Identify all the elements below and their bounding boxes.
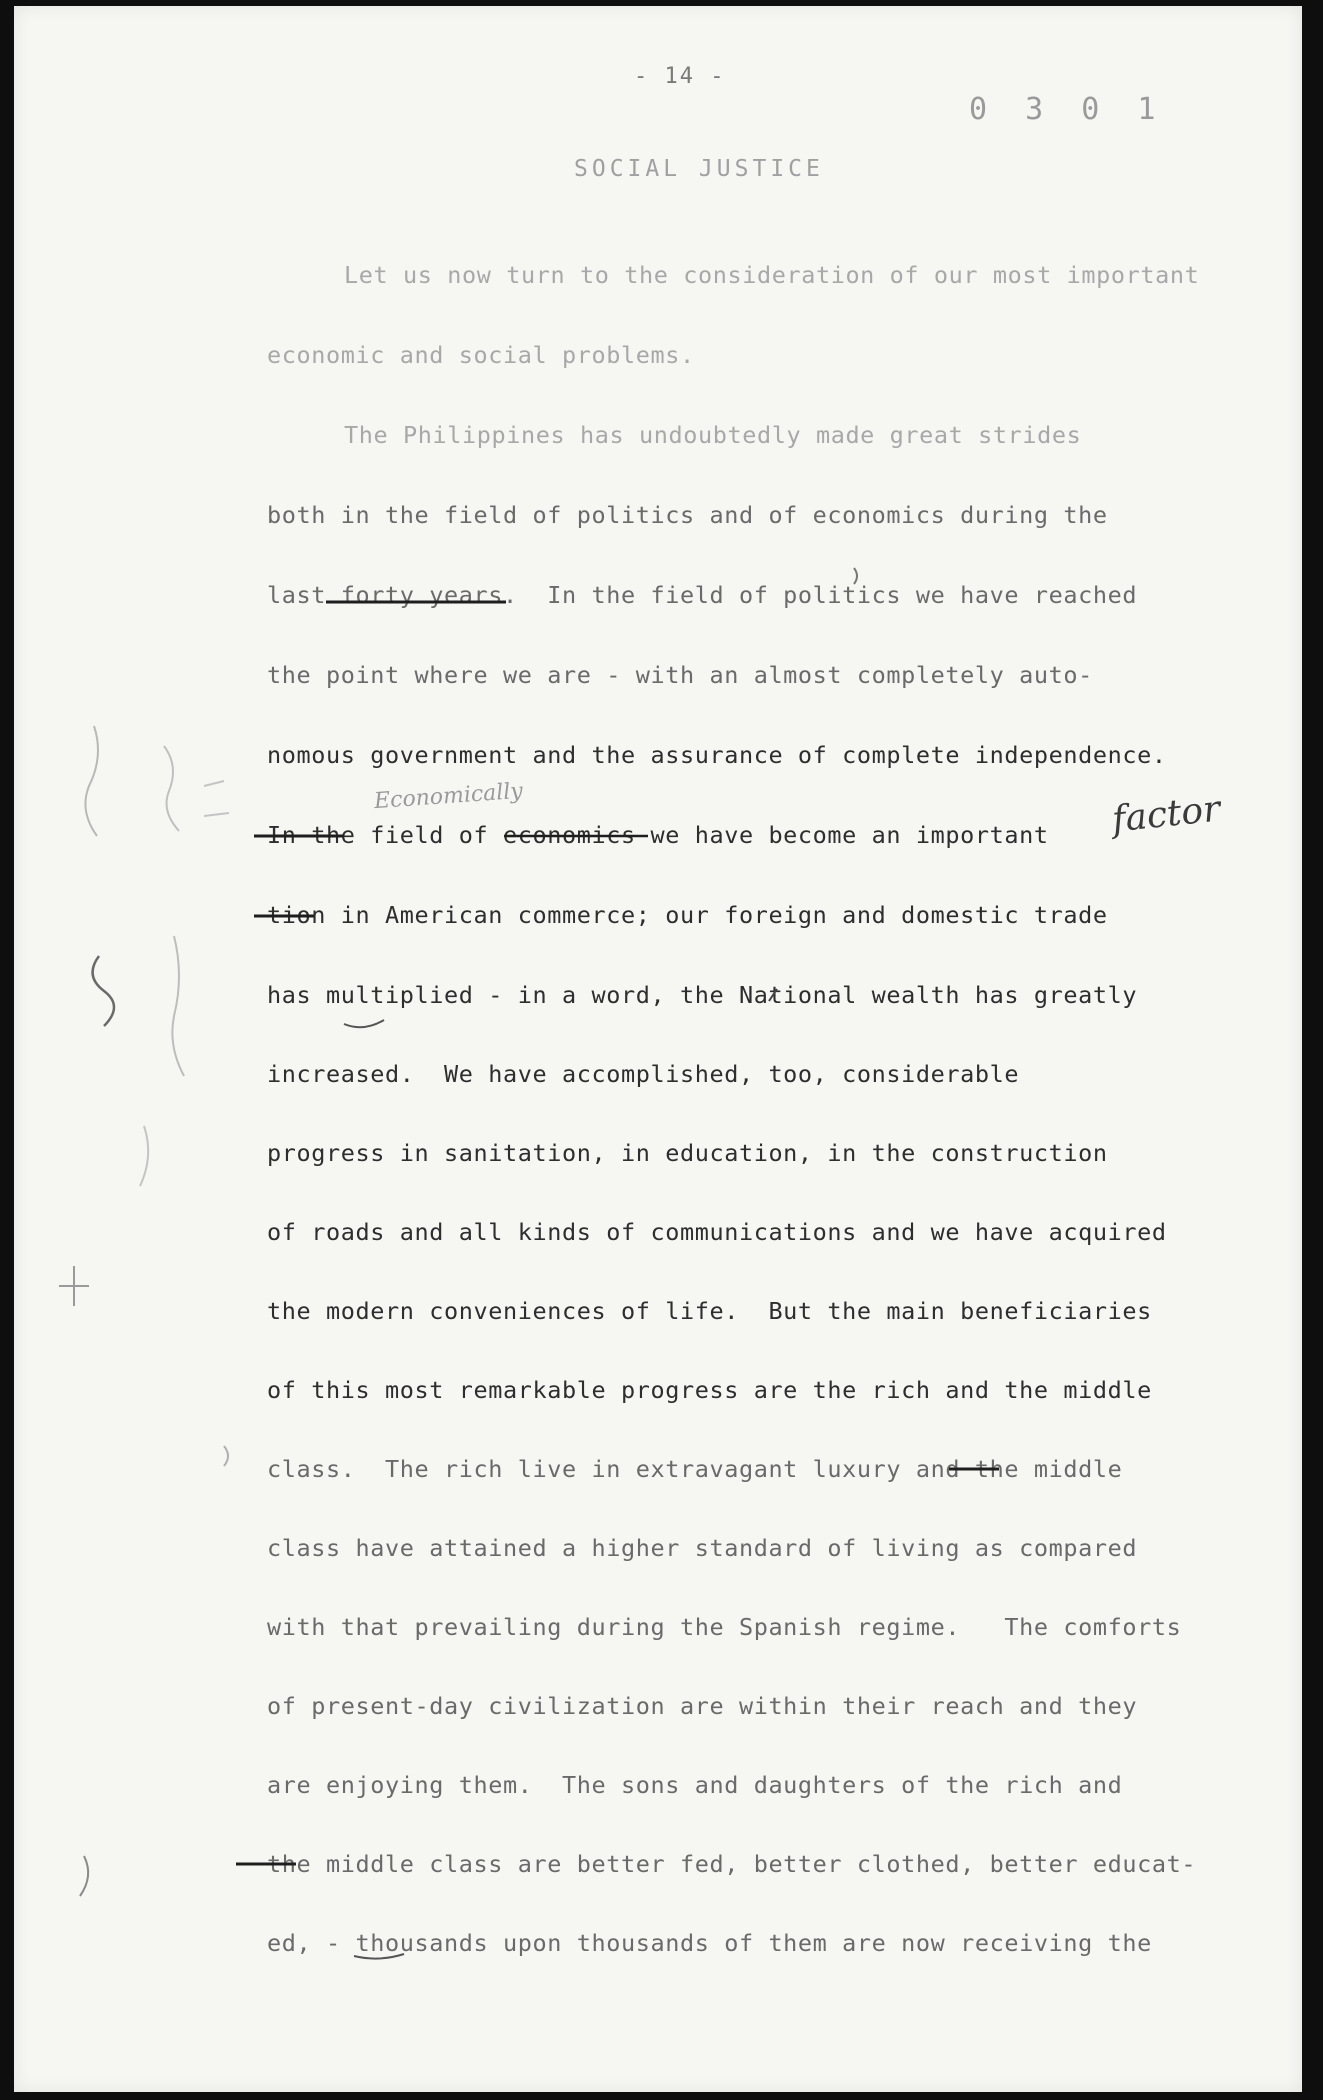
- paren-mark: [854, 568, 857, 584]
- text-line-14: the modern conveniences of life. But the main beneficiaries: [267, 1297, 1152, 1325]
- text-line-2: economic and social problems.: [267, 341, 695, 369]
- text-line-4: both in the field of politics and of economics during the: [267, 501, 1108, 529]
- text-line-15: of this most remarkable progress are the rich and the middle: [267, 1376, 1152, 1404]
- text-line-6: the point where we are - with an almost completely auto-: [267, 661, 1093, 689]
- text-line-7: nomous government and the assurance of complete independence.: [267, 741, 1167, 769]
- caret-mark-3: [769, 989, 777, 1001]
- text-line-8: In the field of economics we have become an important: [267, 821, 1049, 849]
- text-line-3: The Philippines has undoubtedly made great strides: [344, 421, 1082, 449]
- text-line-5: last forty years. In the field of politics we have reached: [267, 581, 1138, 609]
- text-line-16: class. The rich live in extravagant luxury and the middle: [267, 1455, 1123, 1483]
- text-line-1: Let us now turn to the consideration of our most important: [344, 261, 1200, 289]
- text-line-20: are enjoying them. The sons and daughters of the rich and: [267, 1771, 1123, 1799]
- text-line-17: class have attained a higher standard of living as compared: [267, 1534, 1138, 1562]
- handwritten-factor: factor: [1110, 788, 1223, 841]
- document-page: [14, 6, 1302, 2092]
- text-line-18: with that prevailing during the Spanish regime. The comforts: [267, 1613, 1182, 1641]
- text-line-21: the middle class are better fed, better clothed, better educat-: [267, 1850, 1197, 1878]
- text-line-13: of roads and all kinds of communications and we have acquired: [267, 1218, 1167, 1246]
- archive-stamp: 0 3 0 1: [969, 92, 1166, 127]
- page-number: - 14 -: [634, 64, 726, 89]
- handwritten-economically: Economically: [373, 778, 524, 815]
- margin-scribbles: [54, 706, 254, 1926]
- text-line-10: has multiplied - in a word, the National wealth has greatly: [267, 981, 1138, 1009]
- caret-mark-2: [354, 1954, 404, 1959]
- text-line-11: increased. We have accomplished, too, considerable: [267, 1060, 1020, 1088]
- text-line-19: of present-day civilization are within their reach and they: [267, 1692, 1138, 1720]
- section-heading: SOCIAL JUSTICE: [574, 156, 824, 182]
- caret-mark-1: [344, 1020, 384, 1027]
- text-line-12: progress in sanitation, in education, in the construction: [267, 1139, 1108, 1167]
- text-line-22: ed, - thousands upon thousands of them are now receiving the: [267, 1929, 1152, 1957]
- text-line-9: tion in American commerce; our foreign and domestic trade: [267, 901, 1108, 929]
